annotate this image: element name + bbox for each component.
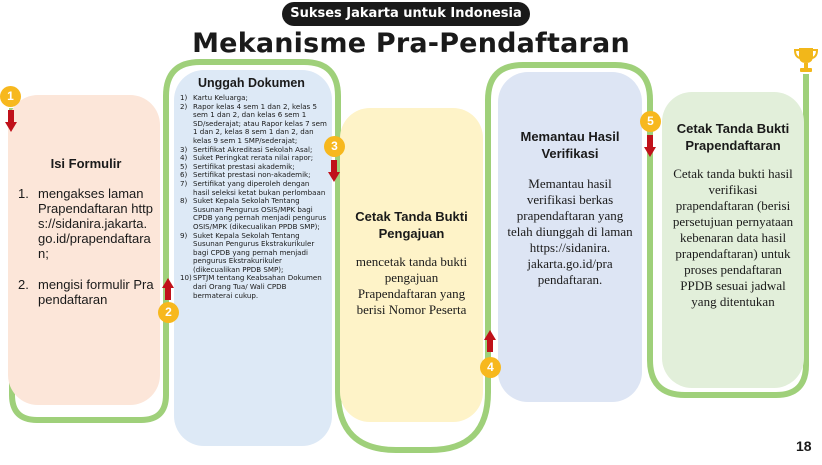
arrow-up-icon: [162, 278, 174, 300]
step-description: Cetak tanda bukti hasil verifikasi prapendaftaran (berisi persetujuan pernyataan kebenaran data hasil prapendaftaran) untuk proses pendaftaran PPDB sesuai jadwal yang ditentukan: [672, 166, 794, 309]
step-badge-2: 2: [158, 302, 179, 323]
step-badge-4: 4: [480, 357, 501, 378]
step-title: Isi Formulir: [50, 156, 122, 171]
step-card-memantau-verifikasi: [498, 72, 642, 402]
arrow-up-icon: [484, 330, 496, 352]
list-item: 9) Suket Kepala Sekolah Tentang Susunan Pengurus Ekstrakurikuler bagi CPDB yang pernah menjadi pengurus Ekstrakurikuler (dikecualikan PPDB SMP);: [180, 230, 315, 274]
step-card-cetak-bukti-prapendaftaran: [662, 92, 804, 388]
list-item: 7) Sertifikat yang diperoleh dengan hasil seleksi ketat bukan perlombaan: [180, 178, 326, 197]
step-badge-5: 5: [640, 111, 661, 132]
step-title: Cetak Tanda Bukti Pengajuan: [355, 209, 468, 241]
list-item: 1) Kartu Keluarga;: [180, 93, 248, 102]
list-item: 5) Sertifikat prestasi akademik;: [180, 161, 295, 171]
list-item: 6) Sertifikat prestasi non-akademik;: [180, 170, 311, 180]
header-pill: Sukses Jakarta untuk Indonesia: [282, 2, 530, 26]
step-title: Cetak Tanda Bukti Prapendaftaran: [676, 121, 790, 153]
list-item: 2) Rapor kelas 4 sem 1 dan 2, kelas 5 sem 1 dan 2, dan kelas 6 sem 1 SD/sederajat; atau Rapor kelas 7 sem 1 dan 2, kelas 8 sem 1 dan 2, dan kelas 9 sem 1 SMP/sederajat;: [180, 101, 327, 145]
step-card-isi-formulir: [8, 95, 160, 405]
page-title: Mekanisme Pra-Pendaftaran: [192, 28, 630, 59]
list-item: 10) SPTJM tentang Keabsahan Dokumen dari Orang Tua/ Wali CPDB bermaterai cukup.: [180, 273, 322, 300]
step-card-cetak-bukti-pengajuan: [340, 108, 483, 422]
step-title: Memantau Hasil Verifikasi: [520, 129, 620, 161]
trophy-icon: [793, 46, 819, 74]
list-item: 4) Suket Peringkat rerata nilai rapor;: [180, 153, 314, 163]
step-description: mencetak tanda bukti pengajuan Prapendaftaran yang berisi Nomor Peserta: [355, 254, 468, 317]
step-card-unggah-dokumen: [174, 70, 332, 446]
step-badge-1: 1: [0, 86, 21, 107]
arrow-down-icon: [5, 110, 17, 132]
document-list: [180, 94, 328, 300]
list-item: 1. mengakses laman Prapendaftaran https://sidanira.jakarta.go.id/prapendaftaran;: [18, 186, 153, 261]
list-item: 8) Suket Kepala Sekolah Tentang Susunan Pengurus OSIS/MPK bagi CPDB yang pernah menjadi pengurus OSIS/MPK (dikecualikan PPDB SMP);: [180, 196, 327, 231]
form-steps-list: [18, 186, 154, 307]
step-title: Unggah Dokumen: [198, 76, 305, 90]
page-number: 18: [796, 438, 812, 454]
step-badge-3: 3: [324, 136, 345, 157]
list-item: 2. mengisi formulir Prapendaftaran: [18, 277, 154, 307]
list-item: 3) Sertifikat Akreditasi Sekolah Asal;: [180, 144, 313, 154]
arrow-down-icon: [644, 135, 656, 157]
arrow-down-icon: [328, 160, 340, 182]
step-description: Memantau hasil verifikasi berkas prapendaftaran yang telah diunggah di laman https://sidanira. jakarta.go.id/pra pendaftaran.: [507, 176, 633, 287]
